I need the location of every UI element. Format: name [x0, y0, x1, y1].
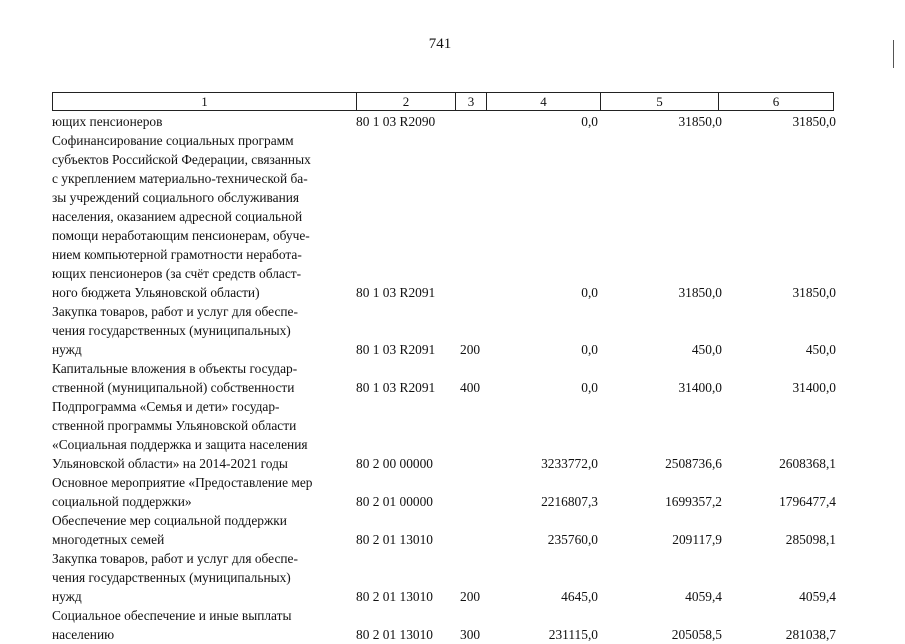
row-code: 80 1 03 R2091: [356, 380, 436, 395]
header-col-2: 2: [357, 93, 456, 110]
header-col-5: 5: [601, 93, 719, 110]
page-number: 741: [428, 36, 452, 52]
table-row: [52, 549, 842, 606]
row-code: 80 1 03 R2090: [356, 114, 436, 129]
header-col-3: 3: [456, 93, 487, 110]
row-name: Закупка товаров, работ и услуг для обеспе- чения государственных (муниципальных) нужд: [52, 551, 298, 604]
row-value-col4: 0,0: [581, 114, 598, 129]
row-code: 80 2 01 00000: [356, 494, 433, 509]
row-name: ющих пенсионеров: [52, 114, 163, 129]
row-value-col4: 4645,0: [561, 589, 598, 604]
row-name: Закупка товаров, работ и услуг для обеспе- чения государственных (муниципальных) нужд: [52, 304, 298, 357]
row-value-col4: 3233772,0: [541, 456, 598, 471]
table-row: [52, 606, 842, 644]
header-col-4: 4: [487, 93, 601, 110]
table-row: [52, 112, 842, 131]
row-name: Основное мероприятие «Предоставление мер социальной поддержки»: [52, 475, 313, 509]
row-value-col6: 281038,7: [785, 627, 836, 642]
row-value-col4: 231115,0: [548, 627, 598, 642]
row-value-col6: 2608368,1: [779, 456, 836, 471]
row-value-col6: 4059,4: [799, 589, 836, 604]
row-expense-type: 300: [460, 627, 481, 642]
row-value-col6: 31850,0: [792, 285, 836, 300]
row-value-col5: 31850,0: [678, 285, 722, 300]
row-value-col5: 1699357,2: [665, 494, 722, 509]
table-row: [52, 397, 842, 473]
table-row: [52, 511, 842, 549]
row-value-col6: 31850,0: [792, 114, 836, 129]
row-value-col6: 285098,1: [785, 532, 836, 547]
header-col-6: 6: [772, 94, 780, 109]
row-expense-type: 400: [460, 380, 481, 395]
budget-table-body: [52, 112, 842, 644]
row-code: 80 1 03 R2091: [356, 342, 436, 357]
table-row: [52, 131, 842, 302]
row-name: Капитальные вложения в объекты государ- ственной (муниципальной) собственности: [52, 361, 298, 395]
table-header: [52, 92, 834, 111]
row-expense-type: 200: [460, 589, 481, 604]
row-value-col6: 1796477,4: [779, 494, 836, 509]
row-value-col5: 205058,5: [671, 627, 722, 642]
row-name: Подпрограмма «Семья и дети» государ- ственной программы Ульяновской области «Социальная поддержка и защита населения Ульяновской области» на 2014-2021 годы: [52, 399, 308, 471]
row-value-col4: 2216807,3: [541, 494, 598, 509]
row-value-col4: 0,0: [581, 285, 598, 300]
table-row: [52, 302, 842, 359]
row-code: 80 2 01 13010: [356, 627, 433, 642]
row-value-col4: 235760,0: [547, 532, 598, 547]
row-value-col5: 209117,9: [672, 532, 722, 547]
table-row: [52, 359, 842, 397]
row-code: 80 1 03 R2091: [356, 285, 436, 300]
row-code: 80 2 01 13010: [356, 532, 433, 547]
table-row: [52, 473, 842, 511]
row-value-col6: 31400,0: [792, 380, 836, 395]
row-value-col5: 31400,0: [678, 380, 722, 395]
row-code: 80 2 01 13010: [356, 589, 433, 604]
row-expense-type: 200: [460, 342, 481, 357]
header-col-1: 1: [53, 93, 357, 110]
row-value-col4: 0,0: [581, 380, 598, 395]
row-value-col5: 2508736,6: [665, 456, 722, 471]
row-value-col4: 0,0: [581, 342, 598, 357]
row-name: Социальное обеспечение и иные выплаты населению: [52, 608, 292, 642]
row-name: Софинансирование социальных программ субъектов Российской Федерации, связанных с укреплением материально-технической ба- зы учреждений социального обслуживания населения, оказанием адресной социальной помощи неработающим пенсионерам, обуче- нием компьютерной грамотности неработа- ющих пенсионеров (за счёт средств област- ного бюджета Ульяновской области): [52, 133, 311, 300]
row-value-col5: 450,0: [691, 342, 722, 357]
row-value-col5: 31850,0: [678, 114, 722, 129]
row-name: Обеспечение мер социальной поддержки многодетных семей: [52, 513, 287, 547]
margin-rule: [893, 40, 894, 68]
row-code: 80 2 00 00000: [356, 456, 433, 471]
row-value-col5: 4059,4: [685, 589, 722, 604]
row-value-col6: 450,0: [805, 342, 836, 357]
